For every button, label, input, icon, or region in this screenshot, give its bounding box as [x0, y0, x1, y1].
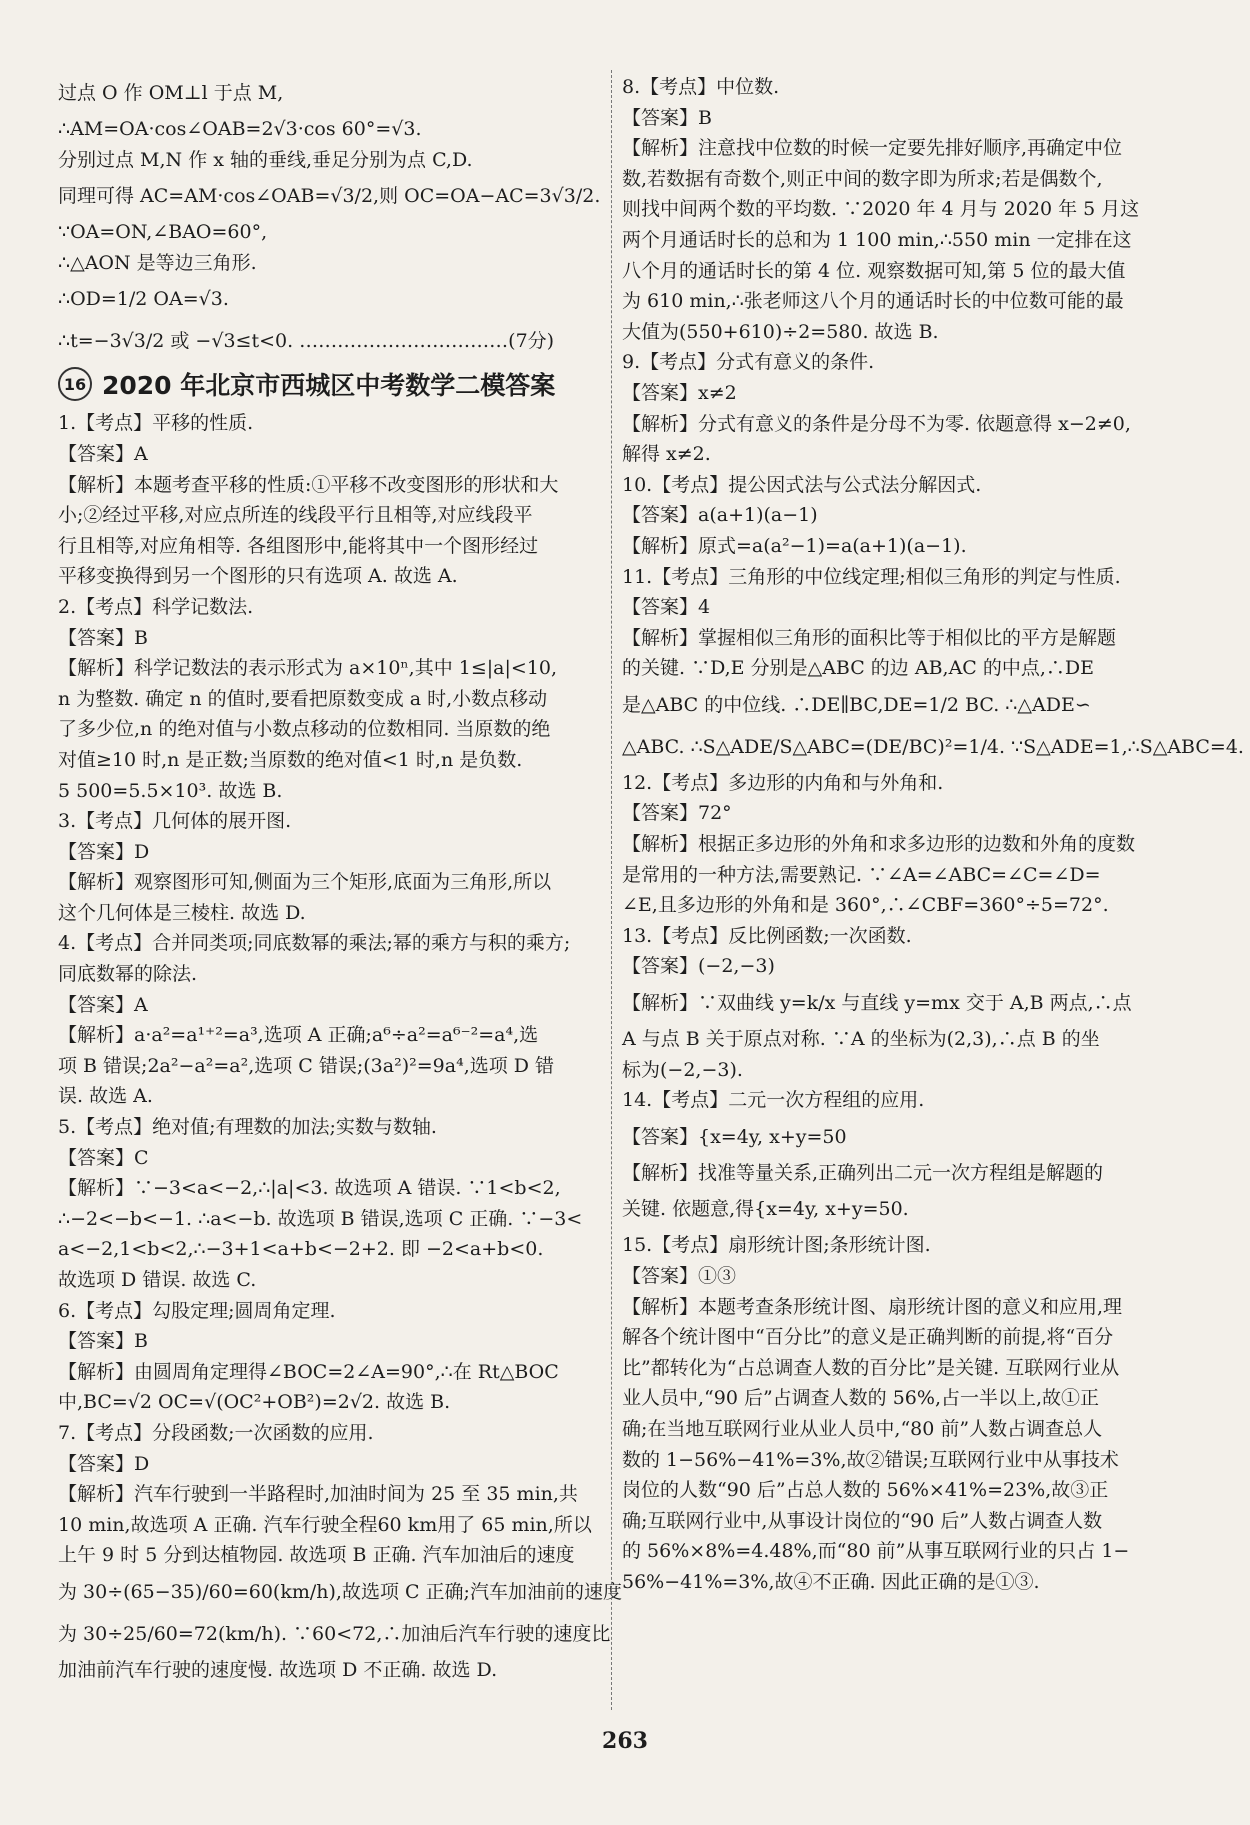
- text-line: 故选项 D 错误. 故选 C.: [58, 1269, 257, 1291]
- text-line: 业人员中,“90 后”占调查人数的 56%,占一半以上,故①正: [622, 1387, 1100, 1410]
- text-line: ∴AM=OA·cos∠OAB=2√3·cos 60°=√3.: [58, 118, 422, 140]
- text-line: 【答案】4: [622, 596, 711, 619]
- text-line: 13.【考点】反比例函数;一次函数.: [622, 924, 912, 947]
- text-line: 【答案】a(a+1)(a−1): [622, 504, 818, 527]
- right-answer-list: [622, 72, 1244, 1598]
- text-line: 【解析】找准等量关系,正确列出二元一次方程组是解题的: [622, 1161, 1104, 1184]
- text-line: 这个几何体是三棱柱. 故选 D.: [58, 901, 306, 924]
- text-line: 岗位的人数“90 后”占总人数的 56%×41%=23%,故③正: [622, 1479, 1109, 1502]
- text-line: 【解析】a·a²=a¹⁺²=a³,选项 A 正确;a⁶÷a²=a⁶⁻²=a⁴,选: [58, 1024, 539, 1047]
- text-line: 标为(−2,−3).: [622, 1058, 743, 1081]
- text-line: ∴t=−3√3/2 或 −√3≤t<0. ……………………………(7分): [58, 330, 555, 353]
- text-line: ∴△AON 是等边三角形.: [58, 251, 257, 274]
- text-line: 比”都转化为“占总调查人数的百分比”是关键. 互联网行业从: [622, 1356, 1120, 1379]
- text-line: 【答案】{x=4y, x+y=50: [622, 1125, 847, 1148]
- text-line: 2.【考点】科学记数法.: [58, 595, 254, 618]
- text-line: 解得 x≠2.: [622, 443, 711, 466]
- text-line: 解各个统计图中“百分比”的意义是正确判断的前提,将“百分: [622, 1326, 1114, 1349]
- text-line: a<−2,1<b<2,∴−3+1<a+b<−2+2. 即 −2<a+b<0.: [58, 1238, 544, 1261]
- text-line: 7.【考点】分段函数;一次函数的应用.: [58, 1421, 374, 1444]
- text-line: n 为整数. 确定 n 的值时,要看把原数变成 a 时,小数点移动: [58, 687, 548, 710]
- text-line: 56%−41%=3%,故④不正确. 因此正确的是①③.: [622, 1570, 1040, 1593]
- text-line: 行且相等,对应角相等. 各组图形中,能将其中一个图形经过: [58, 534, 539, 557]
- text-line: 14.【考点】二元一次方程组的应用.: [622, 1089, 925, 1112]
- text-line: 为 30÷25/60=72(km/h). ∵60<72,∴加油后汽车行驶的速度比: [58, 1622, 611, 1645]
- text-line: ∴−2<−b<−1. ∴a<−b. 故选项 B 错误,选项 C 正确. ∵−3<: [58, 1207, 583, 1230]
- text-line: 误. 故选 A.: [58, 1085, 153, 1108]
- text-line: 【解析】分式有意义的条件是分母不为零. 依题意得 x−2≠0,: [622, 412, 1131, 435]
- section-heading: [58, 366, 605, 402]
- section-number-badge: 16: [58, 367, 92, 401]
- text-line: 八个月的通话时长的第 4 位. 观察数据可知,第 5 位的最大值: [622, 259, 1126, 282]
- text-line: 【答案】B: [622, 106, 712, 129]
- text-line: 为 610 min,∴张老师这八个月的通话时长的中位数可能的最: [622, 290, 1124, 313]
- text-line: 过点 O 作 OM⊥l 于点 M,: [58, 82, 284, 104]
- text-line: 【解析】观察图形可知,侧面为三个矩形,底面为三角形,所以: [58, 871, 552, 894]
- text-line: 5 500=5.5×10³. 故选 B.: [58, 779, 283, 802]
- text-line: 【答案】B: [58, 1330, 148, 1353]
- text-line: 数的 1−56%−41%=3%,故②错误;互联网行业中从事技术: [622, 1448, 1119, 1471]
- text-line: △ABC. ∴S△ADE/S△ABC=(DE/BC)²=1/4. ∵S△ADE=1,∴S△ABC=4.: [622, 735, 1244, 758]
- text-line: 4.【考点】合并同类项;同底数幂的乘法;幂的乘方与积的乘方;: [58, 932, 571, 955]
- text-line: 【解析】本题考查平移的性质:①平移不改变图形的形状和大: [58, 473, 559, 496]
- text-line: 两个月通话时长的总和为 1 100 min,∴550 min 一定排在这: [622, 228, 1132, 251]
- text-line: 【答案】A: [58, 993, 148, 1016]
- text-line: 上午 9 时 5 分到达植物园. 故选项 B 正确. 汽车加油后的速度: [58, 1544, 575, 1567]
- text-line: 同底数幂的除法.: [58, 963, 198, 986]
- text-line: 数,若数据有奇数个,则正中间的数字即为所求;若是偶数个,: [622, 167, 1103, 190]
- text-line: 的关键. ∵D,E 分别是△ABC 的边 AB,AC 的中点,∴DE: [622, 657, 1095, 680]
- text-line: 了多少位,n 的绝对值与小数点移动的位数相同. 当原数的绝: [58, 718, 551, 741]
- text-line: 10 min,故选项 A 正确. 汽车行驶全程60 km用了 65 min,所以: [58, 1513, 592, 1536]
- text-line: 9.【考点】分式有意义的条件.: [622, 351, 875, 374]
- text-line: 1.【考点】平移的性质.: [58, 412, 254, 435]
- text-line: 10.【考点】提公因式法与公式法分解因式.: [622, 473, 982, 496]
- text-line: 是△ABC 的中位线. ∴DE∥BC,DE=1/2 BC. ∴△ADE∽: [622, 693, 1091, 716]
- section-title: 2020 年北京市西城区中考数学二模答案: [102, 371, 556, 401]
- text-line: 5.【考点】绝对值;有理数的加法;实数与数轴.: [58, 1116, 437, 1139]
- text-line: ∴OD=1/2 OA=√3.: [58, 288, 229, 311]
- column-divider: [611, 70, 612, 1710]
- text-line: 【解析】掌握相似三角形的面积比等于相似比的平方是解题: [622, 626, 1117, 649]
- text-line: 大值为(550+610)÷2=580. 故选 B.: [622, 320, 939, 343]
- text-line: 确;互联网行业中,从事设计岗位的“90 后”人数占调查人数: [622, 1509, 1103, 1532]
- text-line: 【解析】科学记数法的表示形式为 a×10ⁿ,其中 1≤|a|<10,: [58, 657, 558, 680]
- text-line: 12.【考点】多边形的内角和与外角和.: [622, 771, 944, 794]
- text-line: 【答案】C: [58, 1146, 149, 1169]
- text-line: 加油前汽车行驶的速度慢. 故选项 D 不正确. 故选 D.: [58, 1658, 498, 1681]
- text-line: 【答案】D: [58, 840, 150, 863]
- text-line: 15.【考点】扇形统计图;条形统计图.: [622, 1234, 931, 1257]
- text-line: 平移变换得到另一个图形的只有选项 A. 故选 A.: [58, 565, 458, 588]
- text-line: 则找中间两个数的平均数. ∵2020 年 4 月与 2020 年 5 月这: [622, 198, 1140, 221]
- previous-answer-block: [58, 72, 605, 362]
- text-line: 中,BC=√2 OC=√(OC²+OB²)=2√2. 故选 B.: [58, 1391, 451, 1414]
- text-line: 【答案】72°: [622, 802, 732, 825]
- text-line: 项 B 错误;2a²−a²=a²,选项 C 错误;(3a²)²=9a⁴,选项 D 错: [58, 1054, 555, 1077]
- text-line: 小;②经过平移,对应点所连的线段平行且相等,对应线段平: [58, 504, 533, 527]
- text-line: 【答案】B: [58, 626, 148, 649]
- text-line: 11.【考点】三角形的中位线定理;相似三角形的判定与性质.: [622, 565, 1121, 588]
- text-line: 【解析】本题考查条形统计图、扇形统计图的意义和应用,理: [622, 1295, 1123, 1318]
- text-line: 【答案】x≠2: [622, 381, 737, 404]
- text-line: 关键. 依题意,得{x=4y, x+y=50.: [622, 1198, 909, 1221]
- left-column: [58, 72, 622, 1686]
- text-line: 同理可得 AC=AM·cos∠OAB=√3/2,则 OC=OA−AC=3√3/2.: [58, 185, 601, 208]
- text-line: 为 30÷(65−35)/60=60(km/h),故选项 C 正确;汽车加油前的速度: [58, 1580, 622, 1603]
- text-line: 【解析】∵−3<a<−2,∴|a|<3. 故选项 A 错误. ∵1<b<2,: [58, 1177, 561, 1200]
- text-line: 【解析】原式=a(a²−1)=a(a+1)(a−1).: [622, 534, 967, 557]
- text-line: 是常用的一种方法,需要熟记. ∵∠A=∠ABC=∠C=∠D=: [622, 863, 1101, 886]
- text-line: 6.【考点】勾股定理;圆周角定理.: [58, 1299, 336, 1322]
- right-column: [622, 72, 1244, 1598]
- text-line: 【答案】D: [58, 1452, 150, 1475]
- text-line: 【答案】A: [58, 442, 148, 465]
- text-line: 【解析】∵双曲线 y=k/x 与直线 y=mx 交于 A,B 两点,∴点: [622, 992, 1132, 1015]
- text-line: 【答案】①③: [622, 1265, 737, 1287]
- text-line: 3.【考点】几何体的展开图.: [58, 810, 292, 833]
- text-line: 对值≥10 时,n 是正数;当原数的绝对值<1 时,n 是负数.: [58, 748, 523, 771]
- page-number: 263: [602, 1728, 648, 1754]
- text-line: ∵OA=ON,∠BAO=60°,: [58, 221, 268, 244]
- text-line: 分别过点 M,N 作 x 轴的垂线,垂足分别为点 C,D.: [58, 148, 473, 171]
- text-line: 【解析】汽车行驶到一半路程时,加油时间为 25 至 35 min,共: [58, 1483, 578, 1506]
- text-line: ∠E,且多边形的外角和是 360°,∴∠CBF=360°÷5=72°.: [622, 894, 1109, 917]
- text-line: 8.【考点】中位数.: [622, 76, 780, 98]
- text-line: 【答案】(−2,−3): [622, 955, 775, 978]
- text-line: 确;在当地互联网行业从业人员中,“80 前”人数占调查总人: [622, 1417, 1103, 1440]
- left-answer-list: [58, 408, 622, 1685]
- text-line: 的 56%×8%=4.48%,而“80 前”从事互联网行业的只占 1−: [622, 1540, 1130, 1563]
- text-line: 【解析】根据正多边形的外角和求多边形的边数和外角的度数: [622, 833, 1136, 856]
- text-line: 【解析】由圆周角定理得∠BOC=2∠A=90°,∴在 Rt△BOC: [58, 1360, 559, 1383]
- text-line: 【解析】注意找中位数的时候一定要先排好顺序,再确定中位: [622, 137, 1123, 160]
- text-line: A 与点 B 关于原点对称. ∵A 的坐标为(2,3),∴点 B 的坐: [622, 1028, 1100, 1051]
